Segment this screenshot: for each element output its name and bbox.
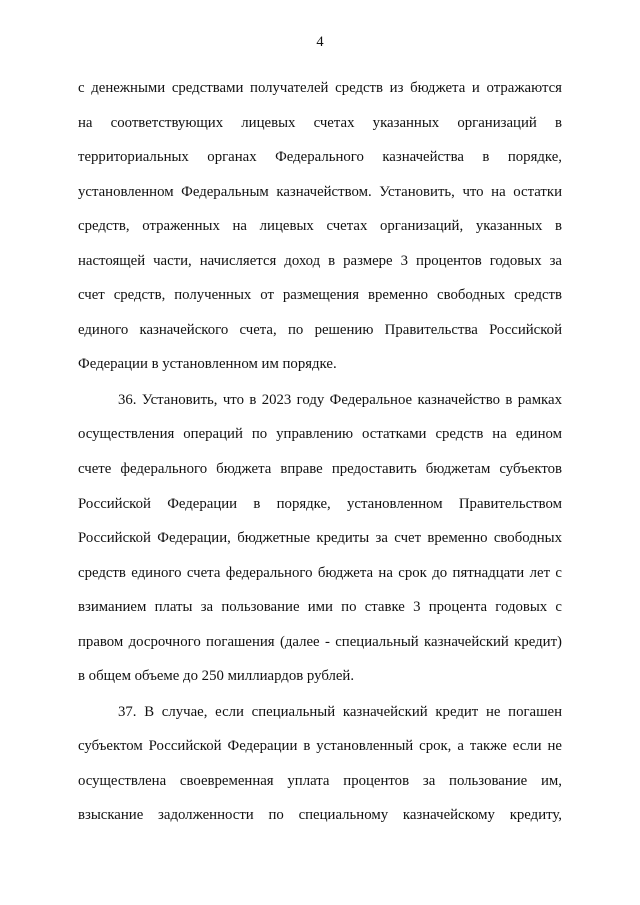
text-line: 36. Установить, что в 2023 году Федеральное казначейство в рамках <box>118 391 562 408</box>
text-line: Российской Федерации, бюджетные кредиты за счет временно свободных <box>78 530 562 547</box>
text-line: счет средств, полученных от размещения временно свободных средств <box>78 287 562 304</box>
text-line: субъектом Российской Федерации в установленный срок, а также если не <box>78 738 562 755</box>
text-line: осуществления операций по управлению остатками средств на едином <box>78 426 562 443</box>
text-line: Федерации в установленном им порядке. <box>78 356 337 373</box>
text-line: в общем объеме до 250 миллиардов рублей. <box>78 668 355 685</box>
text-line: установленном Федеральным казначейством. Установить, что на остатки <box>78 183 562 200</box>
text-line: единого казначейского счета, по решению Правительства Российской <box>78 321 562 338</box>
paragraph-37 <box>78 695 562 833</box>
text-line: счете федерального бюджета вправе предоставить бюджетам субъектов <box>78 461 562 478</box>
paragraph-36 <box>78 383 562 694</box>
text-line: взыскание задолженности по специальному казначейскому кредиту, <box>78 807 562 824</box>
text-line: территориальных органах Федерального казначейства в порядке, <box>78 149 562 166</box>
text-line: Российской Федерации в порядке, установленном Правительством <box>78 495 562 512</box>
text-line: правом досрочного погашения (далее - специальный казначейский кредит) <box>78 633 562 650</box>
text-line: взиманием платы за пользование ими по ставке 3 процента годовых с <box>78 599 562 616</box>
page-number: 4 <box>316 34 324 50</box>
text-line: на соответствующих лицевых счетах указанных организаций в <box>78 114 562 131</box>
document-body <box>78 71 562 833</box>
text-line: настоящей части, начисляется доход в размере 3 процентов годовых за <box>78 252 562 269</box>
paragraph-continuation <box>78 71 562 382</box>
text-line: 37. В случае, если специальный казначейский кредит не погашен <box>118 703 562 720</box>
text-line: средств, отраженных на лицевых счетах организаций, указанных в <box>78 218 562 235</box>
text-line: с денежными средствами получателей средств из бюджета и отражаются <box>78 80 562 96</box>
text-line: средств единого счета федерального бюджета на срок до пятнадцати лет с <box>78 564 562 581</box>
text-line: осуществлена своевременная уплата процентов за пользование им, <box>78 772 562 789</box>
